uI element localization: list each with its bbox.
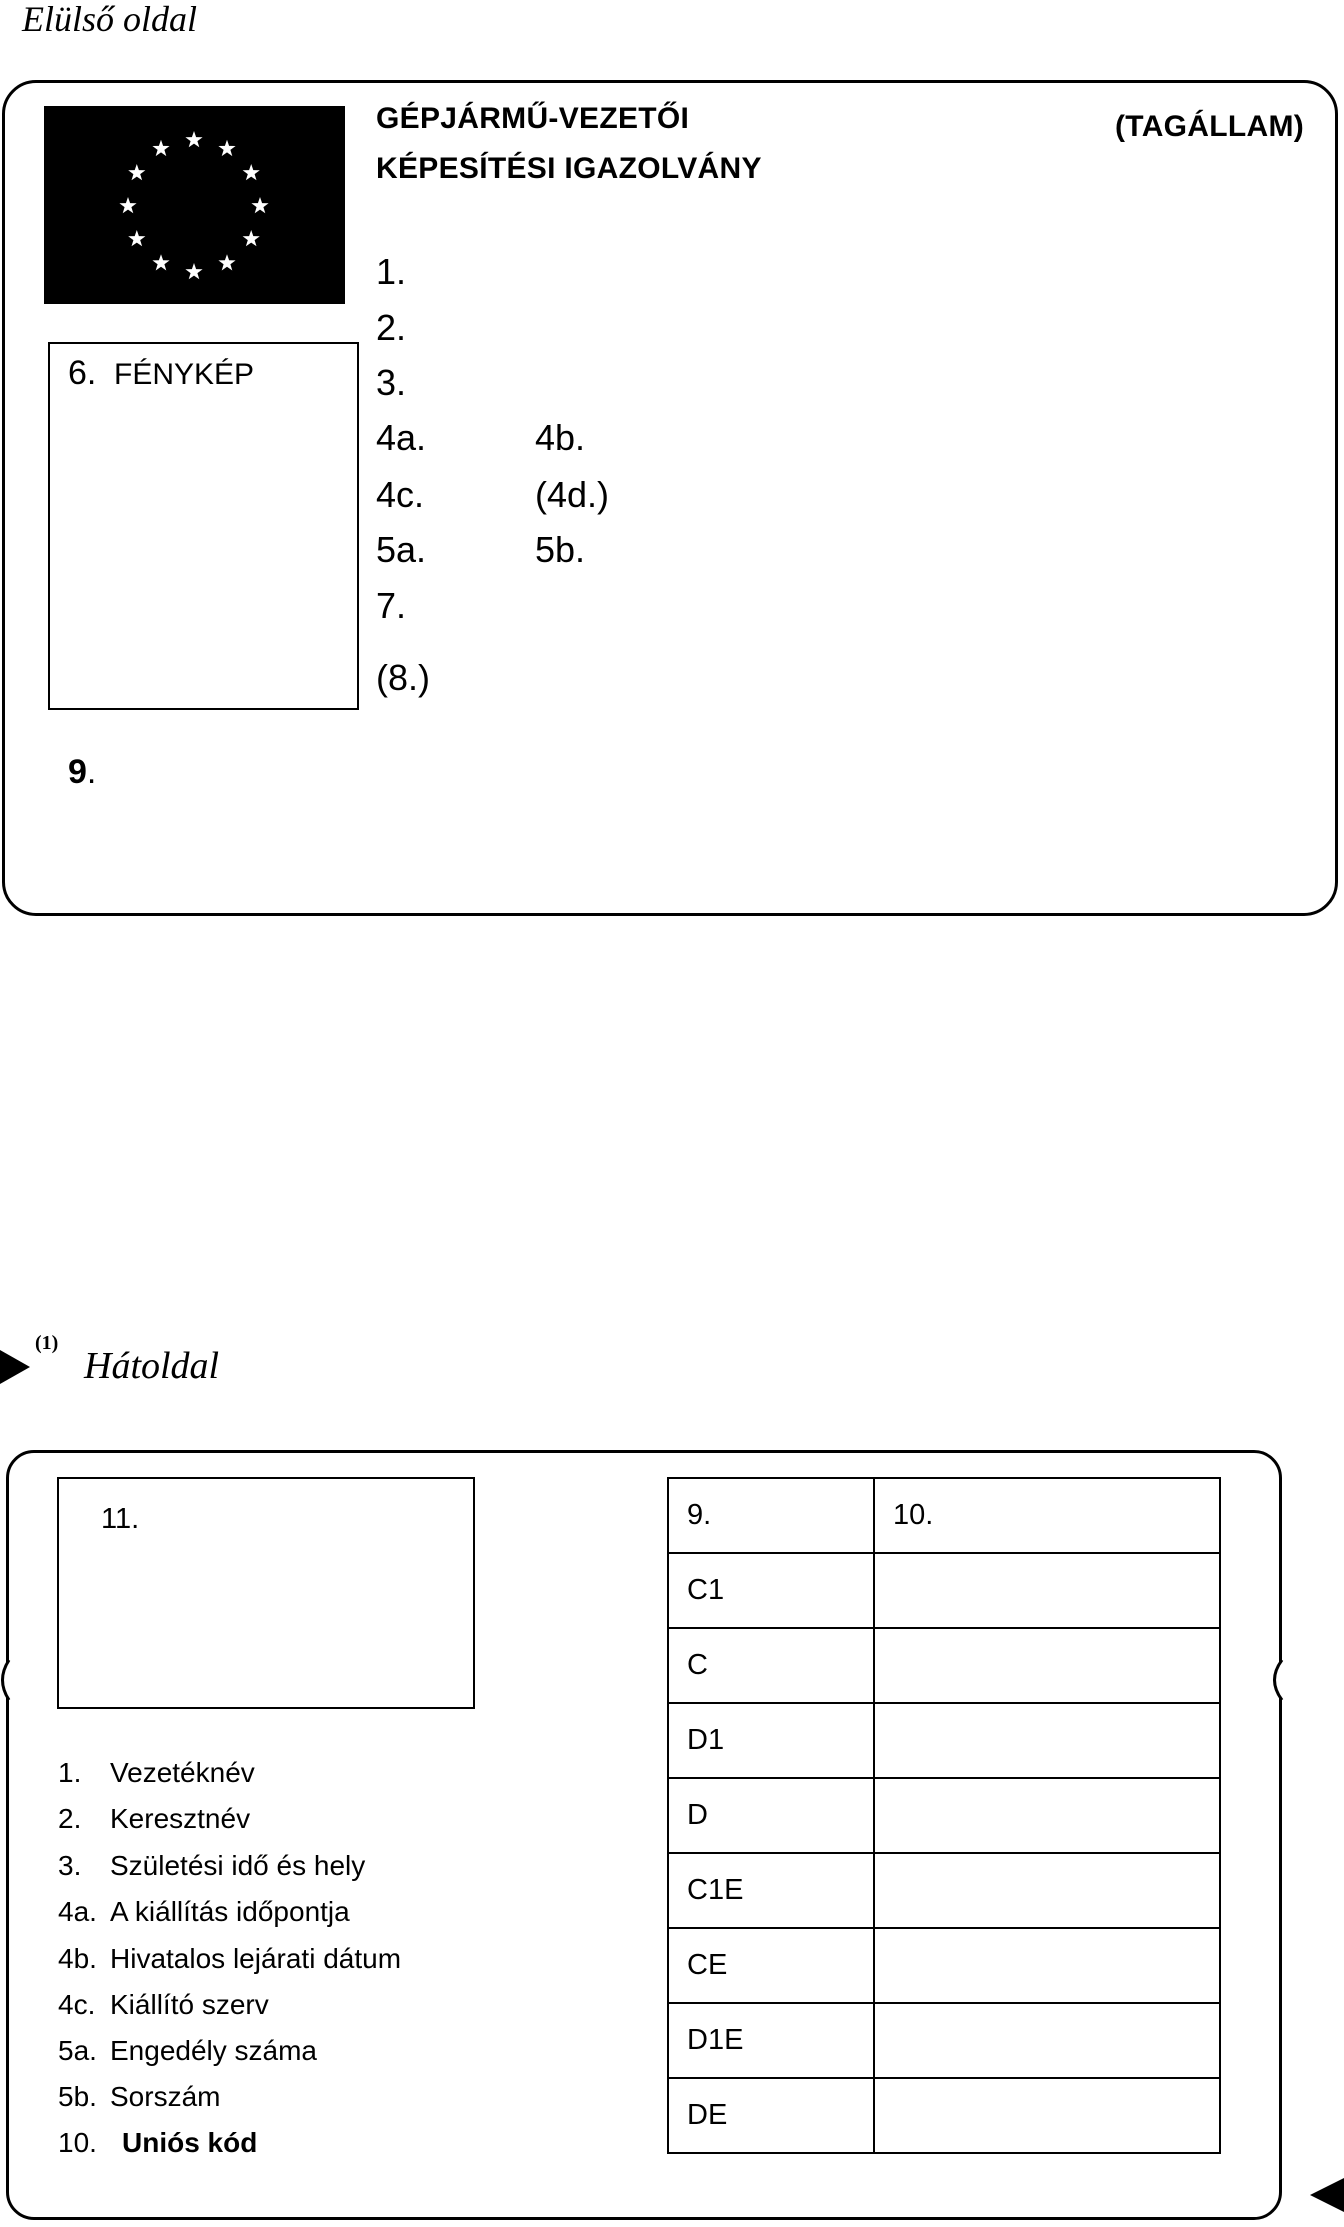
category-table [667, 1477, 1221, 2154]
star-icon [218, 254, 235, 270]
code-cell [874, 2003, 1220, 2078]
header-col-9: 9. [668, 1478, 874, 1553]
arrow-marker-icon [0, 1350, 30, 1384]
box-11 [57, 1477, 475, 1709]
box-11-label: 11. [101, 1503, 140, 1535]
table-row [668, 2078, 1220, 2153]
star-icon [152, 254, 169, 270]
table-row [668, 1778, 1220, 1853]
star-icon [128, 164, 145, 180]
field-4a: 4a. [376, 417, 427, 458]
footnote-marker: (1) [35, 1332, 59, 1354]
star-icon [218, 140, 235, 156]
star-icon [243, 230, 260, 246]
star-icon [152, 140, 169, 156]
eu-stars [44, 106, 345, 304]
table-header-row [668, 1478, 1220, 1553]
legend-item: 2. Keresztnév [58, 1803, 251, 1834]
photo-label-num: 6. [68, 354, 97, 392]
field-1: 1. [376, 251, 407, 292]
arrow-marker-icon [1310, 2178, 1344, 2212]
field-4c: 4c. [376, 474, 425, 515]
back-side-heading: Hátoldal [84, 1345, 220, 1387]
code-cell [874, 1853, 1220, 1928]
field-7: 7. [376, 585, 407, 626]
legend-item: 10. Uniós kód [58, 2127, 258, 2158]
star-icon [251, 197, 268, 213]
card-title-line2: KÉPESÍTÉSI IGAZOLVÁNY [376, 152, 762, 185]
right-notch [1265, 1660, 1285, 1700]
field-2: 2. [376, 307, 407, 348]
category-cell: C1 [668, 1553, 874, 1628]
legend-item: 1. Vezetéknév [58, 1757, 255, 1788]
header-col-10: 10. [874, 1478, 1220, 1553]
code-cell [874, 1703, 1220, 1778]
field-8: (8.) [376, 657, 430, 698]
star-icon [185, 263, 202, 279]
legend-item: 5b. Sorszám [58, 2081, 221, 2112]
code-cell [874, 1628, 1220, 1703]
field-3: 3. [376, 362, 407, 403]
code-cell [874, 1928, 1220, 2003]
table-row [668, 1928, 1220, 2003]
legend-item: 3. Születési idő és hely [58, 1850, 366, 1881]
field-5a: 5a. [376, 529, 427, 570]
category-cell: DE [668, 2078, 874, 2153]
table-row [668, 1703, 1220, 1778]
field-9 [68, 755, 96, 789]
legend-item: 4b. Hivatalos lejárati dátum [58, 1943, 402, 1974]
field-4d: (4d.) [535, 474, 610, 515]
field-5b: 5b. [535, 529, 586, 570]
table-row [668, 1628, 1220, 1703]
category-cell: D1E [668, 2003, 874, 2078]
table-row [668, 1553, 1220, 1628]
eu-flag [44, 106, 345, 304]
code-cell [874, 1553, 1220, 1628]
legend-item: 5a. Engedély száma [58, 2035, 318, 2066]
star-icon [128, 230, 145, 246]
photo-label: FÉNYKÉP [114, 358, 255, 391]
category-cell: D [668, 1778, 874, 1853]
code-cell [874, 1778, 1220, 1853]
code-cell [874, 2078, 1220, 2153]
field-4b: 4b. [535, 417, 586, 458]
legend-item: 4c. Kiállító szerv [58, 1989, 269, 2020]
category-cell: CE [668, 1928, 874, 2003]
card-title-line1: GÉPJÁRMŰ-VEZETŐI [376, 102, 690, 135]
front-side-heading: Elülső oldal [22, 0, 198, 39]
category-cell: C1E [668, 1853, 874, 1928]
field-9-num: 9 [68, 753, 87, 791]
left-notch [0, 1660, 14, 1700]
photo-box [48, 342, 359, 710]
category-cell: C [668, 1628, 874, 1703]
legend-item: 4a. A kiállítás időpontja [58, 1896, 350, 1927]
star-icon [119, 197, 136, 213]
field-9-dot: . [86, 753, 97, 791]
star-icon [243, 164, 260, 180]
category-cell: D1 [668, 1703, 874, 1778]
member-state: (TAGÁLLAM) [1115, 110, 1305, 143]
table-row [668, 1853, 1220, 1928]
star-icon [185, 131, 202, 147]
table-row [668, 2003, 1220, 2078]
